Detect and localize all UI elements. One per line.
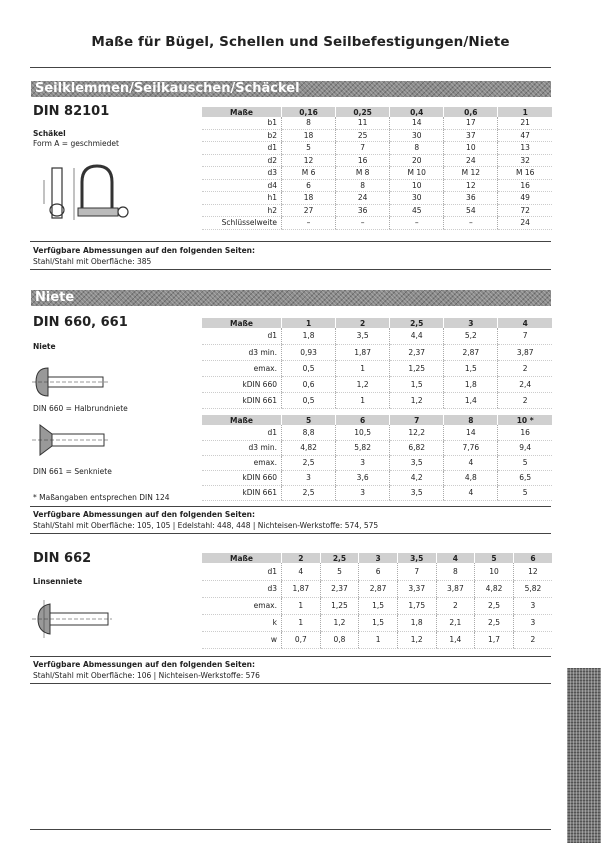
table-row xyxy=(202,485,553,500)
table-cell: 0,8 xyxy=(320,631,359,648)
row-label: Schlüsselweite xyxy=(202,217,282,230)
divider xyxy=(30,506,551,507)
shackle-drawing xyxy=(30,160,130,230)
table-row xyxy=(202,179,553,192)
divider xyxy=(30,683,551,684)
table-cell: 3,6 xyxy=(336,470,390,485)
table-cell: 4 xyxy=(444,485,498,500)
table-cell: 8 xyxy=(282,117,336,129)
row-label: emax. xyxy=(202,455,282,470)
page-edge-tab xyxy=(567,668,601,843)
availability-text: Stahl/Stahl mit Oberfläche: 106 | Nichteisen-Werkstoffe: 576 xyxy=(33,671,260,680)
table-row xyxy=(202,217,553,230)
header-cell: 6 xyxy=(336,415,390,425)
page-title: Maße für Bügel, Schellen und Seilbefestigungen/Niete xyxy=(91,34,510,50)
table-cell: 10 xyxy=(390,179,444,192)
table-cell: 5 xyxy=(498,455,552,470)
table-row xyxy=(202,392,553,408)
table-cell: 16 xyxy=(336,154,390,167)
table-cell: 7 xyxy=(397,563,436,580)
table-cell: 0,93 xyxy=(282,344,336,360)
divider xyxy=(30,533,551,534)
table-cell: 5,82 xyxy=(513,580,552,597)
senkniete-drawing xyxy=(30,420,110,460)
row-label: kDIN 661 xyxy=(202,392,282,408)
table-row xyxy=(202,470,553,485)
divider xyxy=(30,656,551,657)
table-cell: 1,25 xyxy=(390,360,444,376)
table-cell: 7,76 xyxy=(444,440,498,455)
table-cell: 1,5 xyxy=(444,360,498,376)
table-cell: 24 xyxy=(444,154,498,167)
table-cell: 30 xyxy=(390,129,444,142)
table-cell: 18 xyxy=(282,129,336,142)
table-cell: 1,2 xyxy=(397,631,436,648)
header-cell: 0,4 xyxy=(390,107,444,117)
table-row xyxy=(202,360,553,376)
table-row xyxy=(202,192,553,205)
table-header-row xyxy=(202,107,553,117)
table-cell: 2 xyxy=(498,360,552,376)
table-cell: 25 xyxy=(336,129,390,142)
table-cell: 18 xyxy=(282,192,336,205)
table-cell: 2,87 xyxy=(359,580,398,597)
table-cell: 49 xyxy=(498,192,552,205)
availability-title: Verfügbare Abmessungen auf den folgenden Seiten: xyxy=(33,660,256,669)
header-cell: 5 xyxy=(475,553,514,563)
table-cell: – xyxy=(282,217,336,230)
table-cell: 12 xyxy=(282,154,336,167)
table-cell: 3 xyxy=(513,597,552,614)
linsenniete-drawing xyxy=(30,598,115,640)
table-niete-1 xyxy=(201,318,552,409)
row-label: emax. xyxy=(202,360,282,376)
table-cell: 6,5 xyxy=(498,470,552,485)
top-divider xyxy=(30,67,551,68)
table-cell: 5 xyxy=(498,485,552,500)
table-cell: 1,2 xyxy=(320,614,359,631)
table-cell: 9,4 xyxy=(498,440,552,455)
table-cell: M 16 xyxy=(498,167,552,180)
table-cell: 1,8 xyxy=(397,614,436,631)
row-label: kDIN 660 xyxy=(202,470,282,485)
table-row xyxy=(202,154,553,167)
table-cell: 16 xyxy=(498,425,552,440)
row-label: kDIN 661 xyxy=(202,485,282,500)
table-cell: 13 xyxy=(498,142,552,155)
table-cell: 7 xyxy=(336,142,390,155)
table-cell: 24 xyxy=(336,192,390,205)
table-row xyxy=(202,440,553,455)
table-cell: 11 xyxy=(336,117,390,129)
table-cell: 6 xyxy=(359,563,398,580)
header-cell: 7 xyxy=(390,415,444,425)
table-cell: 3,87 xyxy=(498,344,552,360)
table-cell: 54 xyxy=(444,204,498,217)
item-name-linsenniete: Linsenniete xyxy=(33,577,83,586)
header-cell: Maße xyxy=(202,415,282,425)
availability-text: Stahl/Stahl mit Oberfläche: 385 xyxy=(33,257,152,266)
table-row xyxy=(202,142,553,155)
table-row xyxy=(202,631,553,648)
row-label: d1 xyxy=(202,425,282,440)
header-cell: 3 xyxy=(444,318,498,328)
table-cell: 8,8 xyxy=(282,425,336,440)
header-cell: 4 xyxy=(498,318,552,328)
table-cell: 0,5 xyxy=(282,392,336,408)
row-label: d4 xyxy=(202,179,282,192)
table-cell: 3,37 xyxy=(397,580,436,597)
table-cell: 4,2 xyxy=(390,470,444,485)
row-label: d3 min. xyxy=(202,344,282,360)
availability-text: Stahl/Stahl mit Oberfläche: 105, 105 | Edelstahl: 448, 448 | Nichteisen-Werkstoffe: 574, 575 xyxy=(33,521,379,530)
row-label: d1 xyxy=(202,142,282,155)
header-cell: 0,25 xyxy=(336,107,390,117)
table-cell: 8 xyxy=(336,179,390,192)
table-cell: 2,87 xyxy=(444,344,498,360)
table-cell: 32 xyxy=(498,154,552,167)
table-cell: 3 xyxy=(282,470,336,485)
table-cell: 4 xyxy=(282,563,321,580)
row-label: emax. xyxy=(202,597,282,614)
header-cell: 2 xyxy=(282,553,321,563)
table-row xyxy=(202,376,553,392)
table-cell: – xyxy=(444,217,498,230)
table-cell: 1 xyxy=(336,360,390,376)
table-cell: M 10 xyxy=(390,167,444,180)
availability-title: Verfügbare Abmessungen auf den folgenden Seiten: xyxy=(33,246,256,255)
table-cell: 2,1 xyxy=(436,614,475,631)
header-cell: 3 xyxy=(359,553,398,563)
availability-title: Verfügbare Abmessungen auf den folgenden Seiten: xyxy=(33,510,256,519)
header-cell: 2 xyxy=(336,318,390,328)
table-row xyxy=(202,597,553,614)
table-row xyxy=(202,167,553,180)
table-cell: 2,4 xyxy=(498,376,552,392)
table-cell: 1,2 xyxy=(390,392,444,408)
header-cell: 0,6 xyxy=(444,107,498,117)
table-cell: 2,5 xyxy=(475,614,514,631)
divider xyxy=(30,241,551,242)
table-din-82101 xyxy=(201,107,552,230)
table-cell: 3 xyxy=(336,485,390,500)
row-label: d2 xyxy=(202,154,282,167)
table-cell: 1,87 xyxy=(282,580,321,597)
table-cell: – xyxy=(390,217,444,230)
table-cell: 6,82 xyxy=(390,440,444,455)
table-row xyxy=(202,344,553,360)
table-cell: 3,5 xyxy=(390,455,444,470)
table-cell: 72 xyxy=(498,204,552,217)
table-cell: 8 xyxy=(390,142,444,155)
din-662-title: DIN 662 xyxy=(33,551,92,566)
table-cell: 3,5 xyxy=(336,328,390,344)
table-cell: 1 xyxy=(336,392,390,408)
header-cell: 0,16 xyxy=(282,107,336,117)
table-cell: 10 xyxy=(475,563,514,580)
table-cell: 17 xyxy=(444,117,498,129)
table-cell: 10 xyxy=(444,142,498,155)
table-cell: 1,8 xyxy=(444,376,498,392)
table-cell: 10,5 xyxy=(336,425,390,440)
table-cell: 20 xyxy=(390,154,444,167)
header-cell: 10 * xyxy=(498,415,552,425)
table-cell: M 8 xyxy=(336,167,390,180)
table-cell: 7 xyxy=(498,328,552,344)
table-cell: 2,5 xyxy=(282,455,336,470)
table-cell: 27 xyxy=(282,204,336,217)
table-cell: 1,5 xyxy=(359,614,398,631)
table-row xyxy=(202,425,553,440)
divider xyxy=(30,269,551,270)
table-cell: 3,87 xyxy=(436,580,475,597)
table-cell: 2,5 xyxy=(282,485,336,500)
row-label: w xyxy=(202,631,282,648)
halbrundniete-drawing xyxy=(30,363,110,401)
table-cell: 16 xyxy=(498,179,552,192)
table-cell: 12 xyxy=(444,179,498,192)
table-cell: 5 xyxy=(282,142,336,155)
din-660-661-title: DIN 660, 661 xyxy=(33,315,128,330)
caption-din-661: DIN 661 = Senkniete xyxy=(33,467,112,476)
header-cell: 5 xyxy=(282,415,336,425)
table-cell: 2 xyxy=(436,597,475,614)
table-cell: 1,4 xyxy=(436,631,475,648)
table-cell: 47 xyxy=(498,129,552,142)
table-row xyxy=(202,580,553,597)
row-label: h2 xyxy=(202,204,282,217)
table-cell: 2 xyxy=(498,392,552,408)
table-cell: 1 xyxy=(359,631,398,648)
header-cell: 1 xyxy=(282,318,336,328)
row-label: h1 xyxy=(202,192,282,205)
table-cell: 2,5 xyxy=(475,597,514,614)
row-label: d3 min. xyxy=(202,440,282,455)
table-cell: 4,8 xyxy=(444,470,498,485)
table-cell: 24 xyxy=(498,217,552,230)
table-row xyxy=(202,204,553,217)
table-cell: 0,6 xyxy=(282,376,336,392)
table-cell: 5 xyxy=(320,563,359,580)
table-header-row xyxy=(202,553,553,563)
table-cell: 3 xyxy=(513,614,552,631)
table-cell: 45 xyxy=(390,204,444,217)
table-cell: 4 xyxy=(444,455,498,470)
table-cell: 1 xyxy=(282,597,321,614)
table-cell: 14 xyxy=(444,425,498,440)
section-band-seilklemmen: Seilklemmen/Seilkauschen/Schäckel xyxy=(31,81,551,97)
row-label: b1 xyxy=(202,117,282,129)
row-label: d1 xyxy=(202,563,282,580)
table-cell: 3,5 xyxy=(390,485,444,500)
header-cell: 2,5 xyxy=(390,318,444,328)
table-cell: M 12 xyxy=(444,167,498,180)
table-cell: 4,4 xyxy=(390,328,444,344)
table-cell: 21 xyxy=(498,117,552,129)
header-cell: 3,5 xyxy=(397,553,436,563)
table-cell: 4,82 xyxy=(282,440,336,455)
header-cell: 6 xyxy=(513,553,552,563)
table-cell: 1 xyxy=(282,614,321,631)
table-cell: 1,2 xyxy=(336,376,390,392)
header-cell: 1 xyxy=(498,107,552,117)
item-name-schaekel: Schäkel xyxy=(33,129,66,138)
table-header-row xyxy=(202,415,553,425)
table-cell: M 6 xyxy=(282,167,336,180)
table-cell: 3 xyxy=(336,455,390,470)
section-band-niete: Niete xyxy=(31,290,551,306)
table-row xyxy=(202,129,553,142)
table-din-662 xyxy=(201,553,552,649)
table-row xyxy=(202,328,553,344)
header-cell: Maße xyxy=(202,318,282,328)
header-cell: 4 xyxy=(436,553,475,563)
table-cell: 1,5 xyxy=(390,376,444,392)
form-note: Form A = geschmiedet xyxy=(33,139,119,148)
table-cell: 5,2 xyxy=(444,328,498,344)
table-cell: 14 xyxy=(390,117,444,129)
table-header-row xyxy=(202,318,553,328)
table-cell: 0,5 xyxy=(282,360,336,376)
row-label: kDIN 660 xyxy=(202,376,282,392)
footnote: * Maßangaben entsprechen DIN 124 xyxy=(33,493,170,502)
row-label: d3 xyxy=(202,580,282,597)
table-cell: 6 xyxy=(282,179,336,192)
table-cell: 0,7 xyxy=(282,631,321,648)
table-cell: 1,25 xyxy=(320,597,359,614)
table-row xyxy=(202,117,553,129)
table-cell: 12,2 xyxy=(390,425,444,440)
din-82101-title: DIN 82101 xyxy=(33,104,110,119)
row-label: b2 xyxy=(202,129,282,142)
table-cell: 37 xyxy=(444,129,498,142)
table-cell: 4,82 xyxy=(475,580,514,597)
item-name-niete: Niete xyxy=(33,342,56,351)
header-cell: 8 xyxy=(444,415,498,425)
table-cell: 1,7 xyxy=(475,631,514,648)
table-cell: 1,5 xyxy=(359,597,398,614)
table-cell: 8 xyxy=(436,563,475,580)
table-cell: 12 xyxy=(513,563,552,580)
table-cell: 30 xyxy=(390,192,444,205)
table-cell: 5,82 xyxy=(336,440,390,455)
table-cell: 2,37 xyxy=(320,580,359,597)
row-label: d1 xyxy=(202,328,282,344)
table-cell: 1,75 xyxy=(397,597,436,614)
table-cell: 2,37 xyxy=(390,344,444,360)
header-cell: Maße xyxy=(202,553,282,563)
table-cell: 1,4 xyxy=(444,392,498,408)
table-cell: 1,87 xyxy=(336,344,390,360)
table-cell: 2 xyxy=(513,631,552,648)
table-row xyxy=(202,455,553,470)
table-cell: 36 xyxy=(336,204,390,217)
header-cell: 2,5 xyxy=(320,553,359,563)
row-label: k xyxy=(202,614,282,631)
table-niete-2 xyxy=(201,415,552,501)
table-cell: – xyxy=(336,217,390,230)
header-cell: Maße xyxy=(202,107,282,117)
table-row xyxy=(202,563,553,580)
table-cell: 36 xyxy=(444,192,498,205)
bottom-divider xyxy=(30,829,551,830)
table-cell: 1,8 xyxy=(282,328,336,344)
caption-din-660: DIN 660 = Halbrundniete xyxy=(33,404,128,413)
table-row xyxy=(202,614,553,631)
row-label: d3 xyxy=(202,167,282,180)
